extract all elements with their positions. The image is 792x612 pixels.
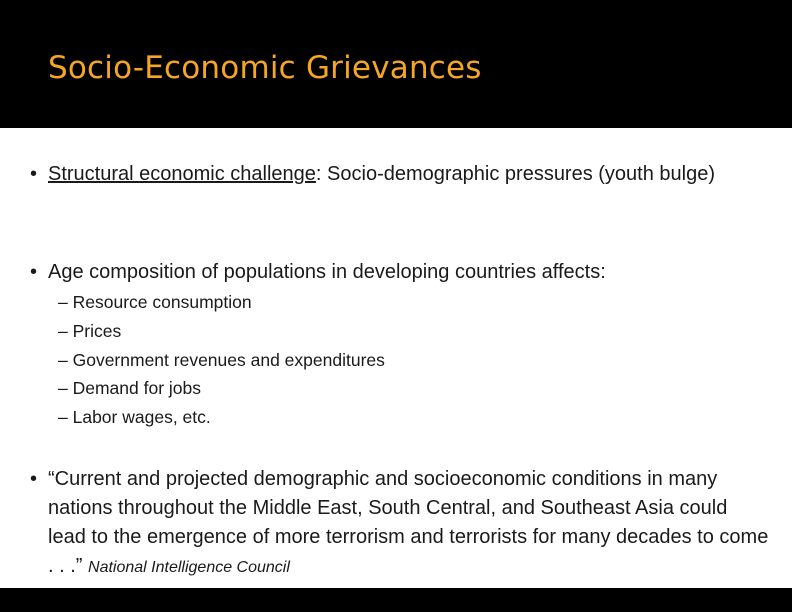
bullet-age-composition bbox=[30, 258, 760, 287]
bullet-text: Age composition of populations in developing countries affects: bbox=[48, 261, 606, 283]
quote-text: “Current and projected demographic and socioeconomic conditions in many nations throughout the Middle East, South Central, and Southeast Asia could lead to the emergence of more terrorism and terrorists for many decades to come . . .” bbox=[48, 468, 769, 577]
bullet-quote bbox=[30, 465, 770, 582]
sub-bullet-text: Resource consumption bbox=[72, 292, 252, 312]
bullet-body: : Socio-demographic pressures (youth bulge) bbox=[315, 163, 716, 185]
sub-bullet-text: Prices bbox=[72, 320, 122, 341]
bullet-structural-challenge bbox=[30, 160, 760, 189]
dash-marker: – bbox=[58, 407, 68, 428]
dash-marker: – bbox=[58, 320, 68, 341]
sub-bullet-item bbox=[58, 346, 385, 375]
bullet-marker: • bbox=[30, 468, 38, 490]
sub-bullet-item bbox=[58, 374, 385, 403]
bullet-marker: • bbox=[30, 261, 38, 283]
bullet-text bbox=[48, 465, 770, 582]
bullet-marker: • bbox=[30, 163, 38, 185]
quote-source: National Intelligence Council bbox=[88, 559, 290, 576]
sub-bullet-item bbox=[58, 317, 385, 346]
dash-marker: – bbox=[58, 292, 68, 312]
sub-bullet-item bbox=[58, 288, 385, 317]
dash-marker: – bbox=[58, 349, 68, 370]
bullet-text bbox=[48, 160, 760, 189]
dash-marker: – bbox=[58, 378, 68, 399]
slide-title: Socio-Economic Grievances bbox=[48, 50, 482, 86]
sub-bullet-text: Labor wages, etc. bbox=[72, 407, 211, 428]
sub-bullet-text: Government revenues and expenditures bbox=[72, 349, 385, 370]
sub-bullet-item bbox=[58, 403, 385, 432]
bullet-label-underlined: Structural economic challenge bbox=[48, 163, 316, 185]
slide-header bbox=[0, 0, 792, 128]
sub-bullet-text: Demand for jobs bbox=[72, 378, 202, 399]
sub-bullet-list bbox=[58, 288, 385, 432]
